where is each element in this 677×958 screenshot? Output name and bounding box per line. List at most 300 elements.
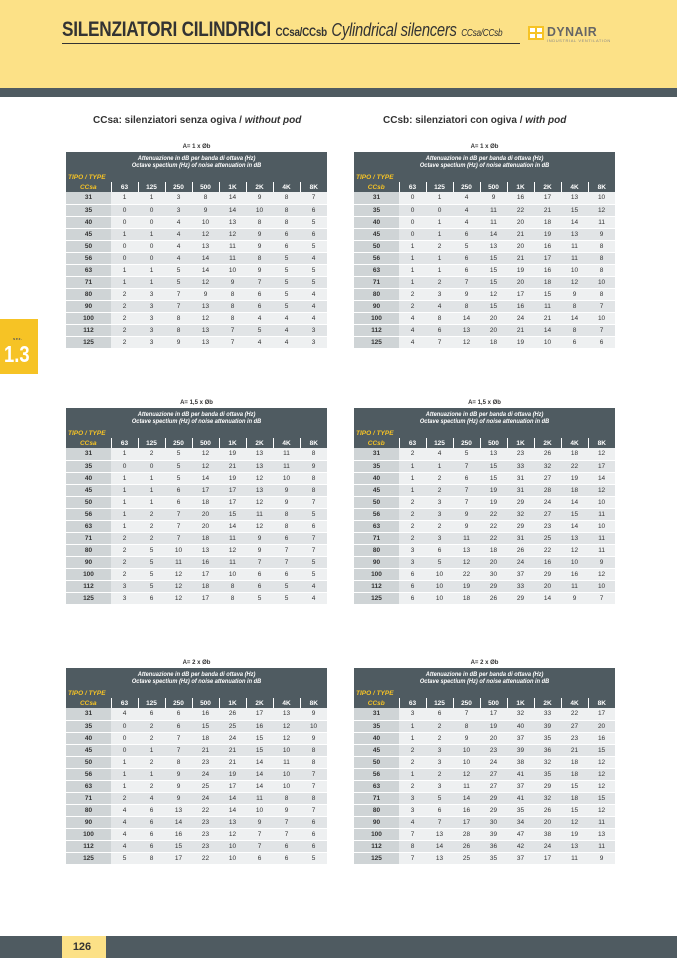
frequency-header: 4K (273, 182, 300, 192)
attenuation-cell: 6 (453, 252, 480, 264)
attenuation-cell: 6 (138, 816, 165, 828)
attenuation-cell: 9 (219, 276, 246, 288)
table-row (66, 556, 327, 568)
table-row (66, 708, 327, 720)
header-line-it: Attenuazione in dB per banda di ottava (Hz) (425, 411, 544, 418)
attenuation-cell: 1 (111, 228, 138, 240)
attenuation-cell: 3 (426, 288, 453, 300)
attenuation-cell: 8 (273, 192, 300, 204)
attenuation-cell: 31 (507, 484, 534, 496)
type-cell: 31 (354, 708, 399, 720)
attenuation-cell: 35 (534, 768, 561, 780)
attenuation-cell: 0 (399, 216, 426, 228)
attenuation-cell: 3 (111, 580, 138, 592)
attenuation-cell: 19 (219, 448, 246, 460)
brand-name: DYNAIR (547, 24, 598, 39)
attenuation-cell: 13 (561, 840, 588, 852)
attenuation-cell: 20 (534, 580, 561, 592)
logo-mark-icon (528, 26, 544, 40)
attenuation-cell: 19 (507, 264, 534, 276)
attenuation-cell: 8 (273, 520, 300, 532)
attenuation-cell: 16 (192, 708, 219, 720)
attenuation-cell: 10 (588, 276, 615, 288)
frequency-header: 125 (426, 182, 453, 192)
attenuation-cell: 9 (165, 792, 192, 804)
attenuation-cell: 4 (300, 312, 327, 324)
attenuation-cell: 20 (480, 732, 507, 744)
attenuation-cell: 4 (453, 216, 480, 228)
attenuation-cell: 1 (399, 472, 426, 484)
attenuation-cell: 8 (219, 288, 246, 300)
attenuation-cell: 0 (399, 204, 426, 216)
attenuation-cell: 16 (453, 804, 480, 816)
attenuation-cell: 10 (588, 580, 615, 592)
attenuation-cell: 6 (399, 568, 426, 580)
attenuation-cell: 18 (561, 756, 588, 768)
table-row (66, 840, 327, 852)
attenuation-cell: 5 (273, 288, 300, 300)
attenuation-cell: 24 (219, 732, 246, 744)
attenuation-cell: 9 (165, 336, 192, 348)
attenuation-cell: 4 (165, 252, 192, 264)
attenuation-cell: 14 (588, 472, 615, 484)
frequency-header: 8K (588, 698, 615, 708)
attenuation-cell: 11 (453, 532, 480, 544)
attenuation-cell: 17 (534, 192, 561, 204)
attenuation-cell: 2 (111, 792, 138, 804)
attenuation-cell: 7 (246, 840, 273, 852)
attenuation-cell: 0 (111, 252, 138, 264)
attenuation-cell: 29 (480, 804, 507, 816)
attenuation-cell: 8 (453, 300, 480, 312)
attenuation-cell: 8 (300, 484, 327, 496)
attenuation-cell: 7 (300, 192, 327, 204)
attenuation-cell: 4 (273, 336, 300, 348)
attenuation-cell: 8 (219, 300, 246, 312)
attenuation-cell: 6 (300, 204, 327, 216)
table-row (66, 264, 327, 276)
attenuation-cell: 9 (300, 708, 327, 720)
type-cell: 63 (354, 264, 399, 276)
attenuation-cell: 9 (246, 228, 273, 240)
table-row (66, 732, 327, 744)
attenuation-cell: 14 (480, 228, 507, 240)
attenuation-cell: 0 (111, 744, 138, 756)
attenuation-cell: 9 (453, 732, 480, 744)
attenuation-cell: 5 (165, 264, 192, 276)
table-caption: A= 2 x Øb (182, 660, 211, 666)
attenuation-cell: 9 (165, 780, 192, 792)
attenuation-cell: 13 (561, 532, 588, 544)
table-row (66, 324, 327, 336)
header-line-en: Octave spectium (Hz) of noise attenuation in dB (419, 418, 550, 425)
attenuation-cell: 21 (561, 744, 588, 756)
attenuation-cell: 1 (111, 520, 138, 532)
type-cell: 125 (66, 852, 111, 864)
attenuation-cell: 21 (219, 756, 246, 768)
attenuation-cell: 11 (480, 204, 507, 216)
attenuation-cell: 12 (246, 520, 273, 532)
attenuation-cell: 2 (111, 556, 138, 568)
attenuation-cell: 8 (300, 744, 327, 756)
type-cell: 63 (66, 780, 111, 792)
table-row (354, 568, 615, 580)
attenuation-cell: 6 (138, 840, 165, 852)
attenuation-cell: 12 (165, 568, 192, 580)
attenuation-cell: 8 (561, 324, 588, 336)
attenuation-cell: 11 (219, 252, 246, 264)
attenuation-cell: 29 (507, 592, 534, 604)
attenuation-cell: 22 (561, 460, 588, 472)
attenuation-cell: 13 (192, 336, 219, 348)
type-cell: 100 (66, 568, 111, 580)
attenuation-cell: 24 (480, 756, 507, 768)
attenuation-cell: 2 (426, 520, 453, 532)
type-cell: 40 (66, 472, 111, 484)
attenuation-cell: 11 (219, 240, 246, 252)
attenuation-cell: 9 (273, 496, 300, 508)
attenuation-cell: 4 (246, 336, 273, 348)
attenuation-cell: 7 (588, 592, 615, 604)
type-cell: 56 (66, 508, 111, 520)
attenuation-cell: 12 (588, 804, 615, 816)
type-cell: 63 (354, 780, 399, 792)
type-cell: 45 (354, 228, 399, 240)
attenuation-cell: 11 (453, 780, 480, 792)
attenuation-cell: 30 (480, 816, 507, 828)
attenuation-cell: 33 (507, 580, 534, 592)
attenuation-cell: 17 (534, 852, 561, 864)
attenuation-cell: 2 (138, 780, 165, 792)
attenuation-cell: 8 (219, 312, 246, 324)
attenuation-cell: 1 (426, 192, 453, 204)
attenuation-cell: 12 (588, 484, 615, 496)
attenuation-cell: 19 (507, 336, 534, 348)
type-column-label: TIPO / TYPE (354, 688, 615, 698)
attenuation-cell: 6 (246, 288, 273, 300)
table-row (354, 460, 615, 472)
attenuation-cell: 5 (138, 580, 165, 592)
attenuation-cell: 20 (480, 312, 507, 324)
attenuation-cell: 22 (480, 520, 507, 532)
attenuation-cell: 5 (246, 592, 273, 604)
attenuation-cell: 19 (453, 580, 480, 592)
attenuation-cell: 1 (138, 472, 165, 484)
attenuation-cell: 10 (246, 804, 273, 816)
type-cell: 71 (354, 276, 399, 288)
table-row (66, 852, 327, 864)
attenuation-cell: 27 (480, 768, 507, 780)
table-row (354, 720, 615, 732)
attenuation-cell: 7 (453, 484, 480, 496)
attenuation-cell: 5 (273, 592, 300, 604)
attenuation-cell: 14 (165, 816, 192, 828)
attenuation-cell: 13 (561, 228, 588, 240)
attenuation-cell: 7 (219, 336, 246, 348)
attenuation-cell: 9 (588, 852, 615, 864)
attenuation-cell: 24 (534, 496, 561, 508)
attenuation-cell: 2 (138, 756, 165, 768)
attenuation-cell: 10 (426, 580, 453, 592)
attenuation-cell: 12 (588, 780, 615, 792)
header-line-en: Octave spectium (Hz) of noise attenuation in dB (131, 162, 262, 169)
attenuation-cell: 17 (588, 460, 615, 472)
table-row (66, 544, 327, 556)
attenuation-cell: 11 (165, 556, 192, 568)
attenuation-cell: 7 (165, 300, 192, 312)
attenuation-cell: 5 (138, 544, 165, 556)
header-divider-band (0, 88, 677, 97)
attenuation-cell: 5 (300, 240, 327, 252)
attenuation-cell: 13 (426, 828, 453, 840)
attenuation-cell: 6 (273, 852, 300, 864)
type-cell: 90 (354, 300, 399, 312)
attenuation-cell: 4 (111, 840, 138, 852)
attenuation-cell: 18 (480, 544, 507, 556)
attenuation-cell: 16 (534, 264, 561, 276)
table-row (354, 288, 615, 300)
attenuation-cell: 29 (507, 496, 534, 508)
attenuation-cell: 27 (534, 508, 561, 520)
type-cell: 71 (66, 276, 111, 288)
attenuation-cell: 9 (273, 484, 300, 496)
attenuation-cell: 17 (165, 852, 192, 864)
table-header-title (354, 668, 615, 688)
attenuation-cell: 2 (399, 532, 426, 544)
attenuation-table (66, 668, 327, 865)
attenuation-cell: 9 (453, 508, 480, 520)
attenuation-cell: 23 (192, 840, 219, 852)
attenuation-cell: 5 (453, 240, 480, 252)
attenuation-cell: 6 (273, 240, 300, 252)
attenuation-cell: 16 (507, 300, 534, 312)
attenuation-cell: 19 (480, 496, 507, 508)
table-row (66, 288, 327, 300)
attenuation-cell: 38 (534, 828, 561, 840)
attenuation-cell: 10 (561, 556, 588, 568)
attenuation-cell: 18 (192, 580, 219, 592)
attenuation-cell: 20 (192, 520, 219, 532)
attenuation-cell: 13 (192, 324, 219, 336)
attenuation-cell: 6 (273, 840, 300, 852)
frequency-header: 8K (588, 438, 615, 448)
attenuation-cell: 7 (300, 544, 327, 556)
attenuation-cell: 3 (111, 592, 138, 604)
attenuation-cell: 6 (453, 228, 480, 240)
table-row (66, 508, 327, 520)
attenuation-cell: 11 (273, 756, 300, 768)
attenuation-cell: 11 (588, 816, 615, 828)
attenuation-cell: 6 (273, 568, 300, 580)
attenuation-cell: 8 (165, 324, 192, 336)
attenuation-cell: 5 (273, 580, 300, 592)
attenuation-cell: 3 (138, 288, 165, 300)
table-header-title (66, 152, 327, 172)
attenuation-cell: 10 (273, 768, 300, 780)
attenuation-cell: 11 (246, 508, 273, 520)
attenuation-cell: 18 (192, 496, 219, 508)
attenuation-cell: 14 (246, 768, 273, 780)
table-row (354, 768, 615, 780)
attenuation-cell: 4 (399, 816, 426, 828)
attenuation-cell: 7 (273, 816, 300, 828)
attenuation-cell: 17 (246, 708, 273, 720)
attenuation-cell: 6 (165, 484, 192, 496)
type-cell: 63 (66, 264, 111, 276)
attenuation-cell: 18 (561, 792, 588, 804)
attenuation-cell: 5 (165, 448, 192, 460)
attenuation-cell: 3 (138, 300, 165, 312)
attenuation-cell: 4 (165, 228, 192, 240)
title-en-code: CCsa/CCsb (461, 28, 503, 39)
attenuation-cell: 16 (534, 556, 561, 568)
table-row (354, 804, 615, 816)
attenuation-cell: 29 (480, 792, 507, 804)
attenuation-cell: 21 (534, 204, 561, 216)
table-row (354, 496, 615, 508)
attenuation-cell: 7 (165, 732, 192, 744)
attenuation-cell: 9 (588, 228, 615, 240)
type-cell: 112 (354, 840, 399, 852)
attenuation-cell: 0 (426, 204, 453, 216)
attenuation-cell: 15 (561, 780, 588, 792)
frequency-header: 250 (165, 698, 192, 708)
type-cell: 56 (66, 768, 111, 780)
attenuation-cell: 27 (480, 780, 507, 792)
type-cell: 31 (66, 448, 111, 460)
attenuation-cell: 8 (138, 852, 165, 864)
attenuation-table (354, 408, 615, 605)
frequency-header: 2K (246, 182, 273, 192)
attenuation-cell: 18 (534, 216, 561, 228)
attenuation-cell: 4 (273, 312, 300, 324)
attenuation-cell: 8 (273, 792, 300, 804)
attenuation-cell: 19 (219, 472, 246, 484)
frequency-header: 250 (165, 438, 192, 448)
table-row (354, 708, 615, 720)
type-cell: 56 (354, 508, 399, 520)
type-cell: 45 (354, 744, 399, 756)
attenuation-cell: 8 (588, 264, 615, 276)
attenuation-cell: 3 (426, 496, 453, 508)
attenuation-cell: 14 (534, 592, 561, 604)
attenuation-cell: 20 (507, 276, 534, 288)
frequency-header: 63 (111, 438, 138, 448)
type-column-label: TIPO / TYPE (66, 428, 327, 438)
frequency-header: 2K (534, 698, 561, 708)
frequency-header: 2K (246, 698, 273, 708)
attenuation-cell: 7 (300, 768, 327, 780)
attenuation-cell: 5 (165, 276, 192, 288)
type-code: CCsa (66, 698, 111, 708)
table-row (66, 472, 327, 484)
attenuation-cell: 10 (588, 496, 615, 508)
table-row (66, 228, 327, 240)
attenuation-cell: 11 (534, 300, 561, 312)
attenuation-cell: 14 (534, 324, 561, 336)
table-row (66, 816, 327, 828)
table-row (66, 312, 327, 324)
attenuation-cell: 12 (192, 312, 219, 324)
attenuation-cell: 1 (138, 276, 165, 288)
attenuation-cell: 24 (192, 792, 219, 804)
attenuation-cell: 7 (453, 496, 480, 508)
type-cell: 80 (66, 804, 111, 816)
attenuation-cell: 2 (399, 300, 426, 312)
attenuation-cell: 1 (399, 240, 426, 252)
attenuation-cell: 3 (165, 192, 192, 204)
attenuation-cell: 39 (507, 744, 534, 756)
attenuation-cell: 2 (138, 720, 165, 732)
table-row (66, 592, 327, 604)
attenuation-cell: 15 (480, 460, 507, 472)
type-cell: 80 (66, 288, 111, 300)
table-row (354, 532, 615, 544)
table-row (66, 520, 327, 532)
table-caption: A= 1,5 x Øb (468, 400, 501, 406)
table-row (66, 484, 327, 496)
attenuation-cell: 9 (246, 816, 273, 828)
attenuation-cell: 37 (507, 852, 534, 864)
type-cell: 40 (354, 732, 399, 744)
section-title-en: with pod (525, 115, 567, 126)
frequency-header: 1K (507, 182, 534, 192)
attenuation-cell: 32 (507, 708, 534, 720)
attenuation-cell: 10 (273, 472, 300, 484)
attenuation-cell: 8 (588, 240, 615, 252)
type-cell: 56 (66, 252, 111, 264)
attenuation-cell: 1 (138, 264, 165, 276)
attenuation-table (66, 152, 327, 349)
attenuation-cell: 7 (453, 460, 480, 472)
frequency-header: 63 (111, 698, 138, 708)
attenuation-cell: 4 (138, 792, 165, 804)
attenuation-cell: 15 (561, 204, 588, 216)
attenuation-cell: 20 (192, 508, 219, 520)
table-row (66, 720, 327, 732)
table-header-title (354, 408, 615, 428)
attenuation-cell: 3 (399, 544, 426, 556)
attenuation-cell: 2 (399, 508, 426, 520)
attenuation-cell: 9 (588, 556, 615, 568)
attenuation-cell: 3 (426, 744, 453, 756)
attenuation-cell: 1 (111, 276, 138, 288)
attenuation-cell: 14 (453, 792, 480, 804)
section-title-text: CCsa: silenziatori senza ogiva / (93, 115, 245, 126)
attenuation-cell: 7 (246, 276, 273, 288)
type-cell: 35 (66, 204, 111, 216)
attenuation-cell: 28 (534, 484, 561, 496)
type-cell: 125 (66, 592, 111, 604)
attenuation-cell: 9 (273, 804, 300, 816)
attenuation-cell: 25 (219, 720, 246, 732)
attenuation-cell: 12 (219, 228, 246, 240)
attenuation-cell: 13 (588, 828, 615, 840)
header-line-en: Octave spectium (Hz) of noise attenuation in dB (131, 418, 262, 425)
attenuation-cell: 25 (534, 532, 561, 544)
frequency-header: 8K (300, 182, 327, 192)
attenuation-cell: 1 (399, 264, 426, 276)
attenuation-cell: 17 (507, 288, 534, 300)
attenuation-cell: 18 (453, 592, 480, 604)
attenuation-cell: 5 (300, 264, 327, 276)
attenuation-cell: 15 (480, 276, 507, 288)
attenuation-cell: 12 (192, 276, 219, 288)
attenuation-cell: 7 (219, 324, 246, 336)
attenuation-cell: 12 (588, 768, 615, 780)
frequency-header: 63 (399, 182, 426, 192)
attenuation-cell: 11 (561, 580, 588, 592)
